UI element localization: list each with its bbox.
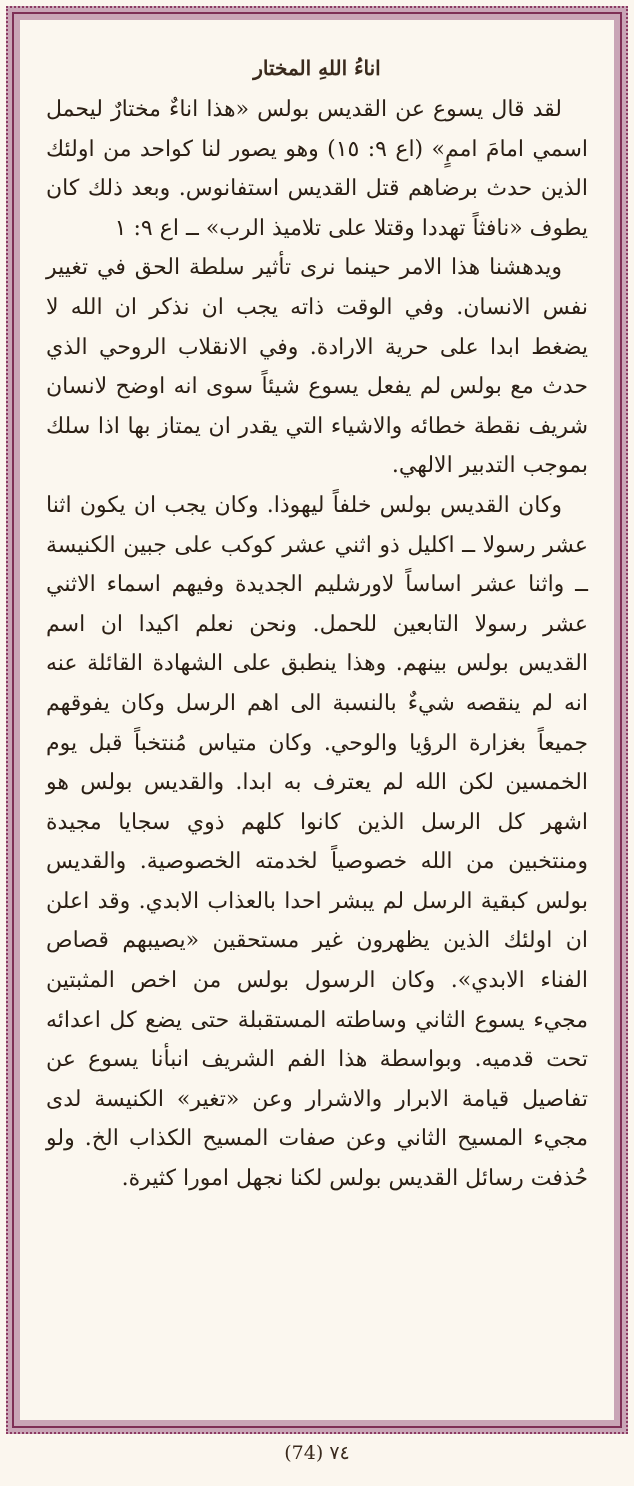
page-number: (74) ٧٤ [284, 1442, 350, 1464]
paragraph-1: لقد قال يسوع عن القديس بولس «هذا اناءٌ مختارٌ ليحمل اسمي امامَ اممٍ» (اع ٩: ١٥) وهو يصور لنا كواحد من اولئك الذين حدث برضاهم قتل القديس استفانوس. وبعد ذلك كان يطوف «نافثاً تهددا وقتلا على تلاميذ الرب» ــ اع ٩: ١ [46, 97, 588, 241]
decorative-border [6, 6, 628, 1434]
body-text [30, 90, 604, 1199]
paragraph-2: ويدهشنا هذا الامر حينما نرى تأثير سلطة الحق في تغيير نفس الانسان. وفي الوقت ذاته يجب ان نذكر ان الله لا يضغط ابدا على حرية الارادة. وفي الانقلاب الروحي الذي حدث مع بولس لم يفعل يسوع شيئاً سوى انه اوضح لانسان شريف نقطة خطائه والاشياء التي يقدر ان يمتاز بها اذا سلك بموجب التدبير الالهي. [46, 255, 588, 479]
paragraph-3: وكان القديس بولس خلفاً ليهوذا. وكان يجب ان يكون اثنا عشر رسولا ــ اكليل ذو اثني عشر كوكب على جبين الكنيسة ــ واثنا عشر اساساً لاورشليم الجديدة وفيهم اسماء الاثني عشر رسولا التابعين للحمل. ونحن نعلم اكيدا ان اسم القديس بولس بينهم. وهذا ينطبق على الشهادة القائلة عنه انه لم ينقصه شيءٌ بالنسبة الى اهم الرسل وكان يفوقهم جميعاً بغزارة الرؤيا والوحي. وكان متياس مُنتخباً قبل يوم الخمسين لكن الله لم يعترف به ابدا. والقديس بولس هو اشهر كل الرسل الذين كانوا كلهم ذوي سجايا مجيدة ومنتخبين من الله خصوصياً لخدمته الخصوصية. والقديس بولس كبقية الرسل لم يبشر احدا بالعذاب الابدي. وقد اعلن ان اولئك الذين يظهرون غير مستحقين «يصيبهم قصاص الفناء الابدي». وكان الرسول بولس من اخص المثبتين مجيء يسوع الثاني وساطته المستقبلة حتى يضع كل اعدائه تحت قدميه. وبواسطة هذا الفم الشريف انبأنا يسوع عن تفاصيل قيامة الابرار والاشرار وعن «تغير» الكنيسة لدى مجيء المسيح الثاني وعن صفات المسيح الكذاب الخ. ولو حُذفت رسائل القديس بولس لكنا نجهل امورا كثيرة. [46, 492, 588, 1192]
page-title: اناءُ اللهِ المختار [253, 56, 381, 80]
page-content [30, 30, 604, 1410]
